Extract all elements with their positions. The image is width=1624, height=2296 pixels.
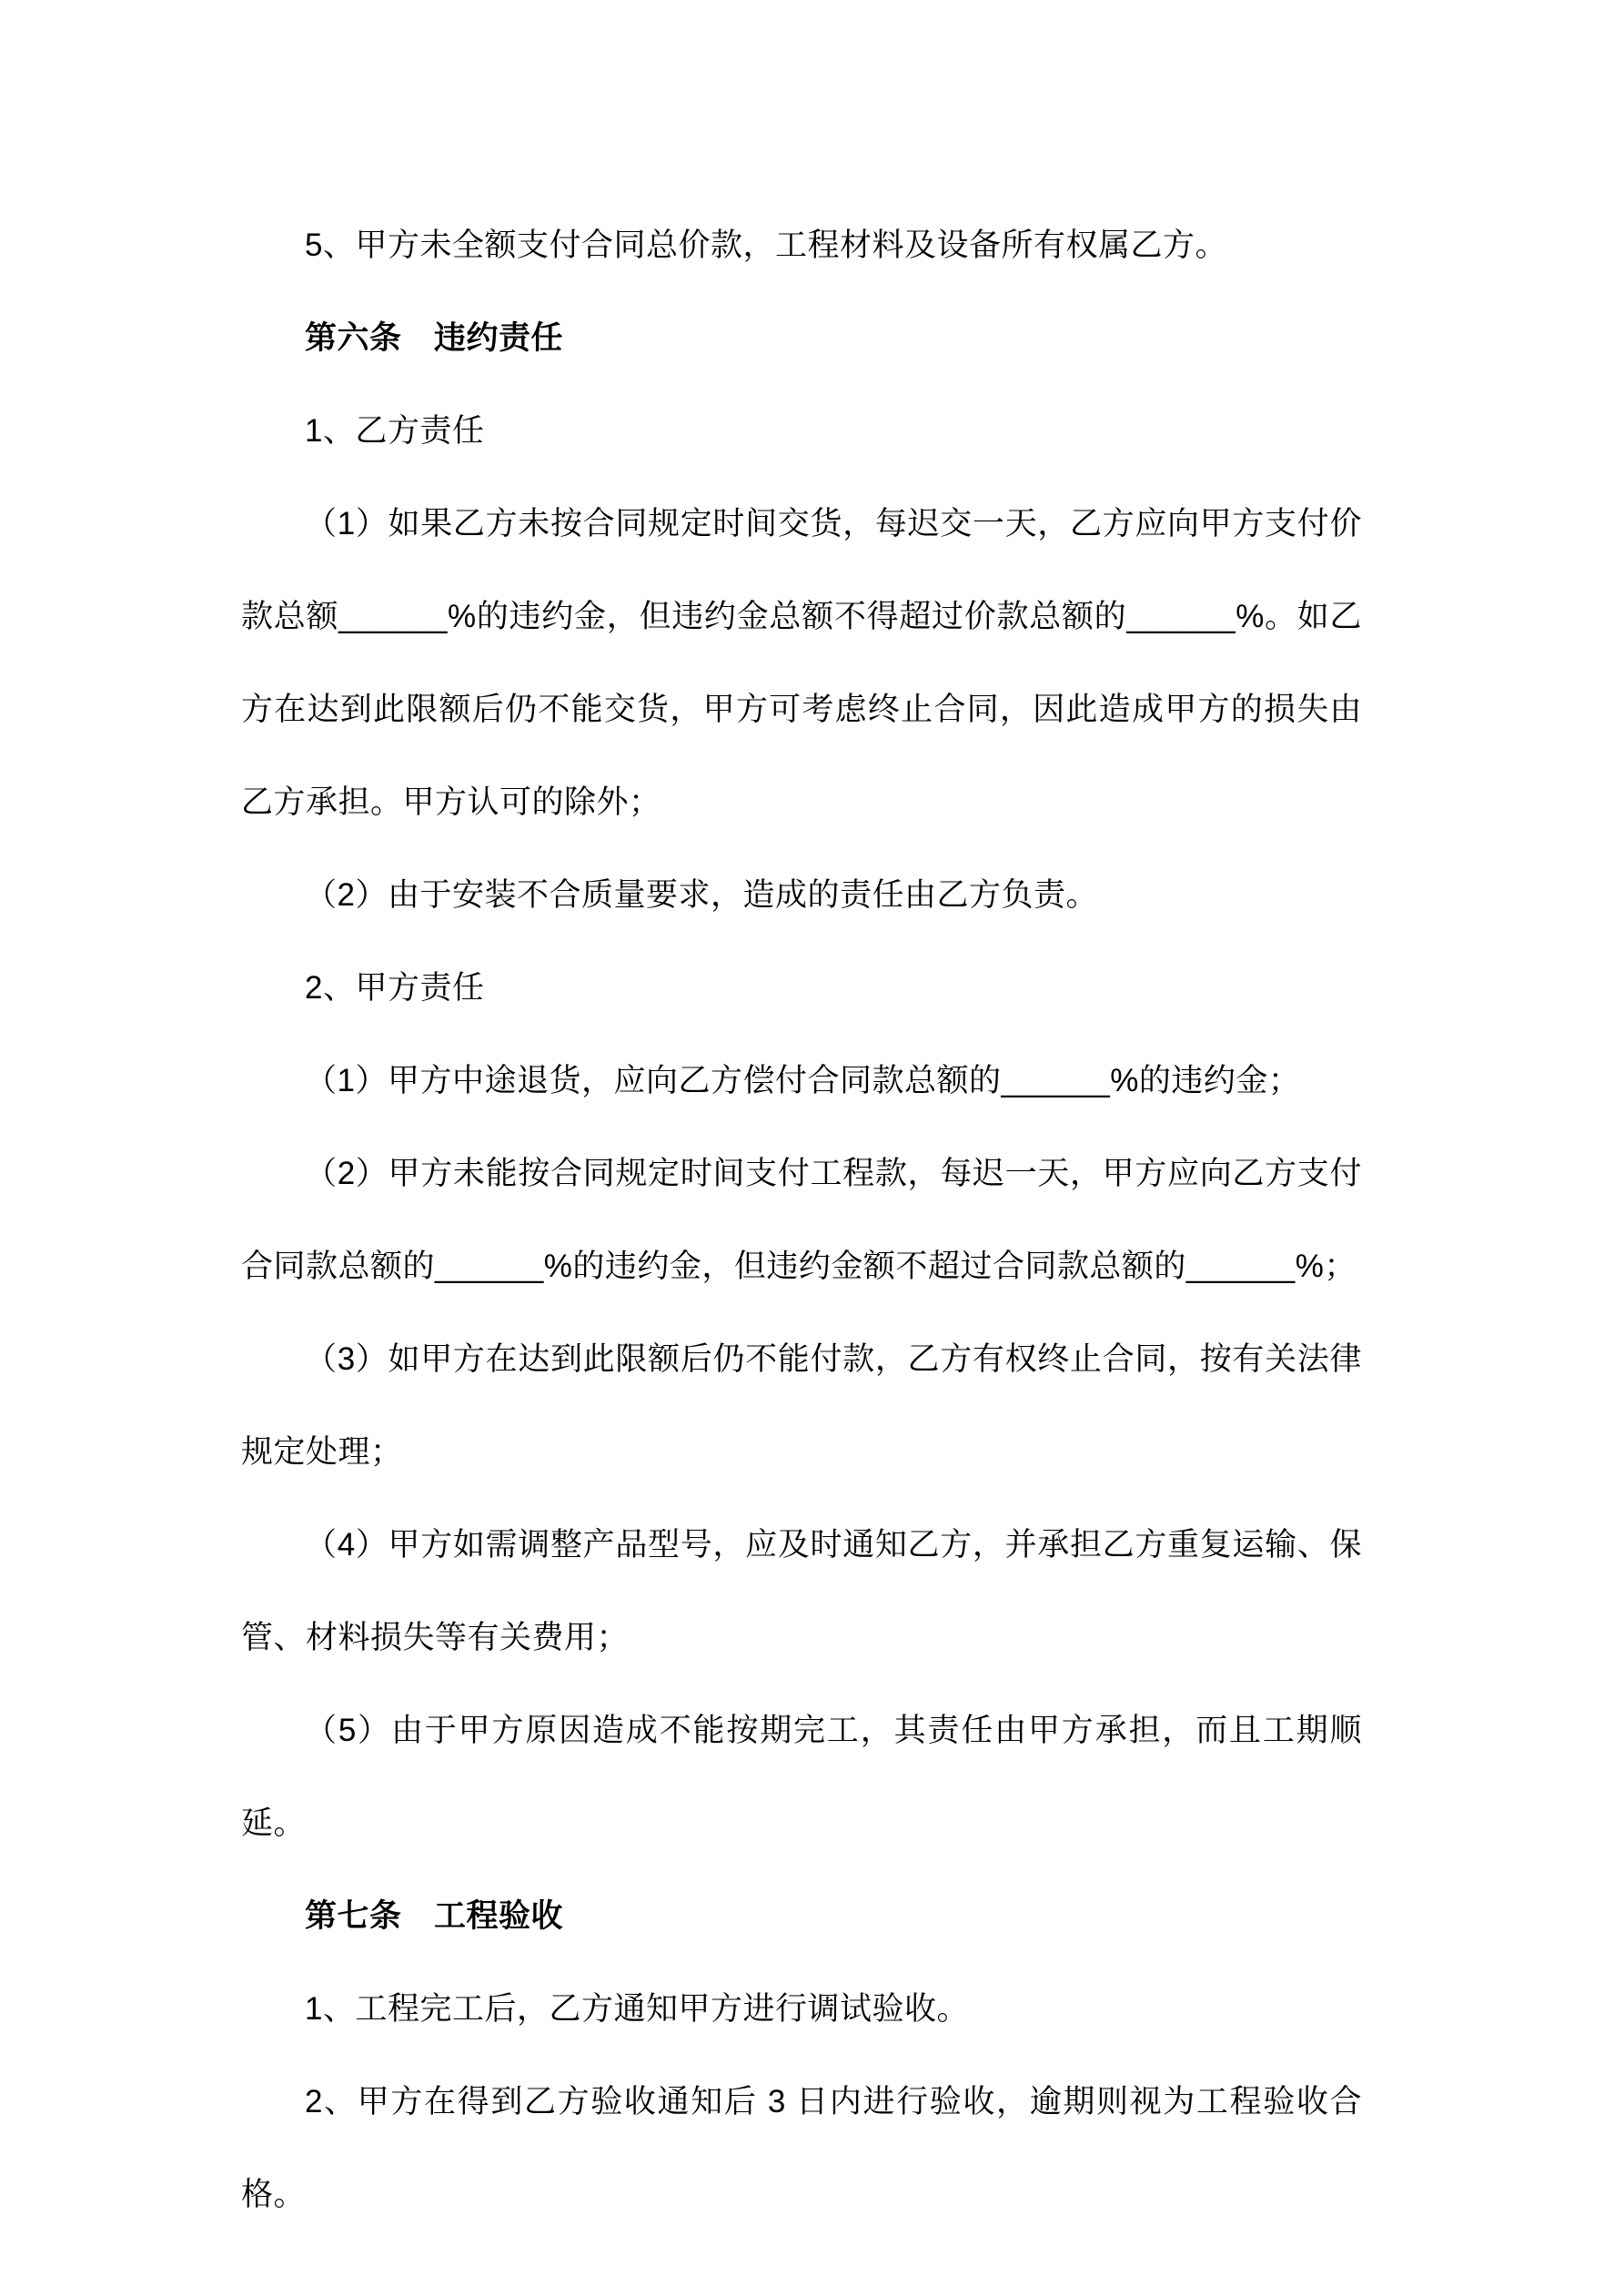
paragraph-clause-a-limit-termination: （3）如甲方在达到此限额后仍不能付款，乙方有权终止合同，按有关法律规定处理；: [241, 1341, 1362, 1470]
paragraph-clause-a-late-payment: （2）甲方未能按合同规定时间支付工程款，每迟一天，甲方应向乙方支付合同款总额的______%的违约金，但违约金额不超过合同款总额的______%；: [241, 1156, 1362, 1284]
paragraph-heading-article-7: 第七条 工程验收: [305, 1898, 564, 1934]
paragraph-clause-b-installation-quality: （2）由于安装不合质量要求，造成的责任由乙方负责。: [305, 877, 1098, 913]
paragraph-heading-article-6: 第六条 违约责任: [305, 320, 564, 356]
paragraph-subheading-party-a-liability: 2、甲方责任: [305, 970, 485, 1006]
paragraph-clause-acceptance-deadline: 2、甲方在得到乙方验收通知后 3 日内进行验收，逾期则视为工程验收合格。: [241, 2084, 1362, 2212]
paragraph-clause-a-model-adjustment: （4）甲方如需调整产品型号，应及时通知乙方，并承担乙方重复运输、保管、材料损失等有关费用；: [241, 1527, 1362, 1655]
paragraph-subheading-party-b-liability: 1、乙方责任: [305, 413, 485, 449]
paragraph-clause-a-delay-responsibility: （5）由于甲方原因造成不能按期完工，其责任由甲方承担，而且工期顺延。: [241, 1713, 1362, 1841]
paragraph-clause-acceptance-notice: 1、工程完工后，乙方通知甲方进行调试验收。: [305, 1991, 969, 2027]
paragraph-clause-a-midway-return: （1）甲方中途退货，应向乙方偿付合同款总额的______%的违约金；: [305, 1063, 1301, 1098]
paragraph-clause-unpaid-ownership: 5、甲方未全额支付合同总价款，工程材料及设备所有权属乙方。: [305, 228, 1227, 263]
paragraph-clause-b-late-delivery: （1）如果乙方未按合同规定时间交货，每迟交一天，乙方应向甲方支付价款总额______%的违约金，但违约金总额不得超过价款总额的______%。如乙方在达到此限额后仍不能交货，甲方可考虑终止合同，因此造成甲方的损失由乙方承担。甲方认可的除外；: [241, 506, 1362, 820]
